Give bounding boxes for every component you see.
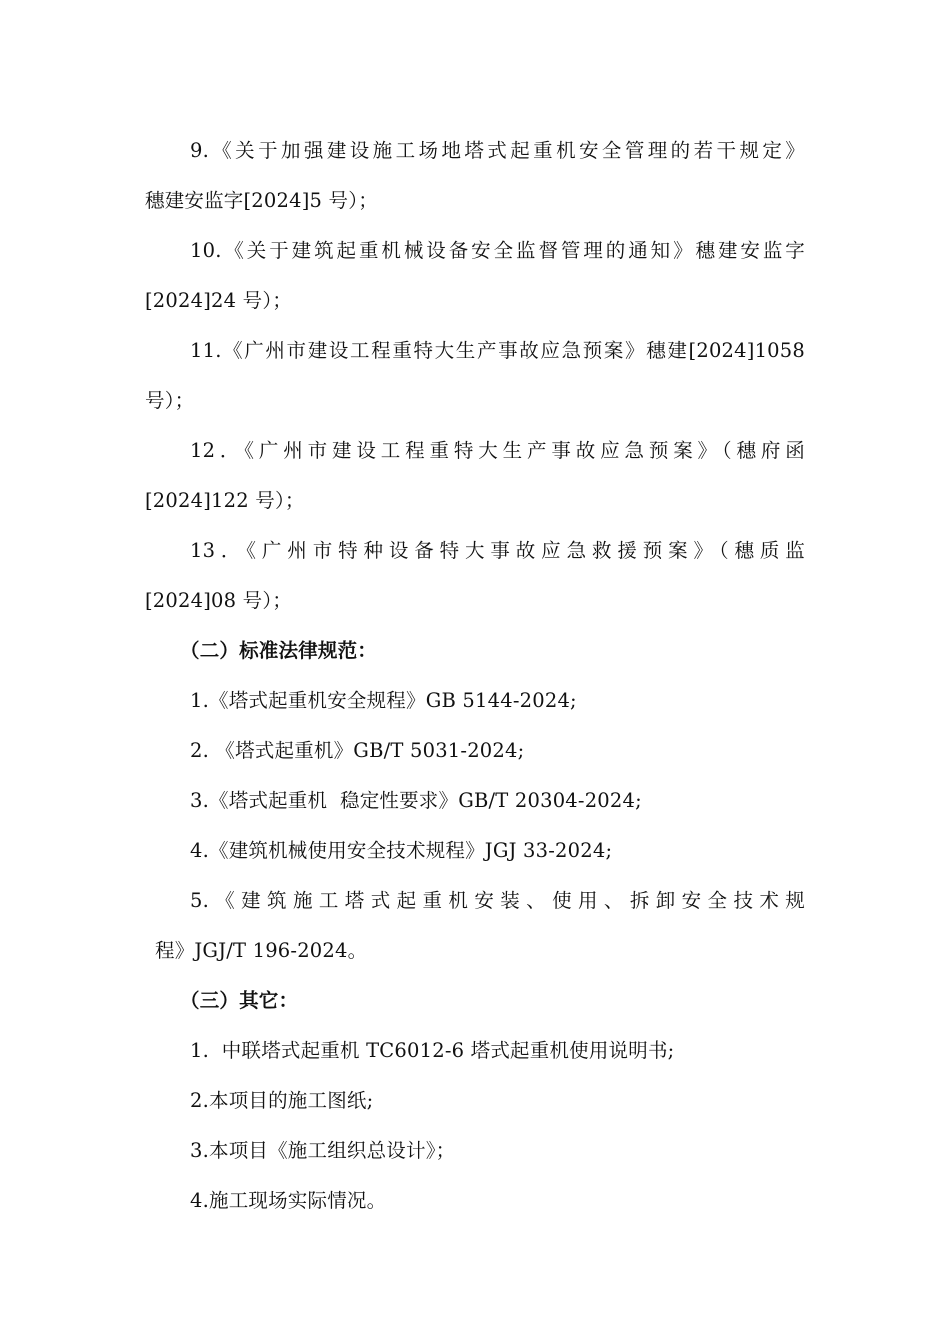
regulation-12-line1: 12．《广州市建设工程重特大生产事故应急预案》（穗府函	[190, 439, 805, 462]
regulation-11-line1: 11.《广州市建设工程重特大生产事故应急预案》穗建[2024]1058	[190, 339, 805, 362]
regulation-13-line2: [2024]08 号）；	[145, 589, 293, 612]
standard-item-5-line1: 5.《建筑施工塔式起重机安装、使用、拆卸安全技术规	[190, 889, 805, 912]
regulation-13-line1: 13．《广州市特种设备特大事故应急救援预案》（穗质监	[190, 539, 805, 562]
other-item-1: 1. 中联塔式起重机 TC6012-6 塔式起重机使用说明书;	[190, 1039, 675, 1062]
regulation-10-line1: 10.《关于建筑起重机械设备安全监督管理的通知》穗建安监字	[190, 239, 805, 262]
regulation-12-line2: [2024]122 号）；	[145, 489, 305, 512]
regulation-9-line1: 9.《关于加强建设施工场地塔式起重机安全管理的若干规定》	[190, 139, 805, 162]
standard-item-5-line2: 程》JGJ/T 196-2024。	[155, 939, 368, 962]
other-item-3: 3.本项目《施工组织总设计》；	[190, 1139, 456, 1162]
standard-item-4: 4.《建筑机械使用安全技术规程》JGJ 33-2024;	[190, 839, 613, 862]
regulation-10-line2: [2024]24 号）；	[145, 289, 293, 312]
standard-item-2: 2. 《塔式起重机》GB/T 5031-2024;	[190, 739, 525, 762]
standard-item-3: 3.《塔式起重机 稳定性要求》GB/T 20304-2024;	[190, 789, 642, 812]
regulation-11-line2: 号）；	[145, 389, 195, 412]
standard-item-1: 1.《塔式起重机安全规程》GB 5144-2024;	[190, 689, 577, 712]
section-standards-heading: （二）标准法律规范：	[180, 639, 378, 662]
section-other-heading: （三）其它：	[180, 989, 299, 1012]
other-item-2: 2.本项目的施工图纸;	[190, 1089, 374, 1112]
regulation-9-line2: 穗建安监字[2024]5 号）；	[145, 189, 378, 212]
other-item-4: 4.施工现场实际情况。	[190, 1189, 387, 1212]
